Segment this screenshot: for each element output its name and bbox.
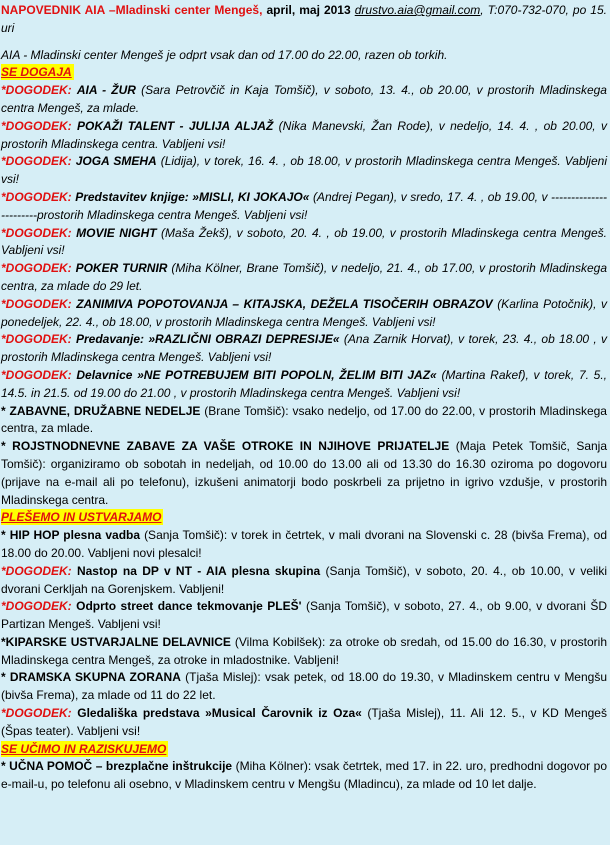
event-title: POKAŽI TALENT - JULIJA ALJAŽ <box>77 118 274 133</box>
header-email-link[interactable]: drustvo.aia@gmail.com <box>354 3 481 17</box>
event-title: * UČNA POMOČ – brezplačne inštrukcije <box>1 759 233 774</box>
event-item <box>1 705 607 741</box>
section-title: PLEŠEMO IN USTVARJAMO <box>1 510 162 525</box>
event-title: POKER TURNIR <box>75 261 168 276</box>
event-item <box>1 438 607 509</box>
event-details: (Tjaša Mislej): vsak petek, od 18.00 do 19.30, v Mladinskem centru v Mengšu (bivša Frema), za mlade od 11 do 22 let. <box>1 670 608 703</box>
header-contact: , T:070-732-070, po 15. uri <box>1 3 607 35</box>
event-title: * ROJSTNODNEVNE ZABAVE ZA VAŠE OTROKE IN NJIHOVE PRIJATELJE <box>1 439 450 454</box>
event-item <box>1 598 607 634</box>
header-org: NAPOVEDNIK AIA –Mladinski center Mengeš, <box>1 3 263 17</box>
event-details: (Brane Tomšič): vsako nedeljo, od 17.00 do 22.00, v prostorih Mladinskega centra, za mlade. <box>1 403 607 436</box>
event-item <box>1 367 607 403</box>
event-prefix: *DOGODEK: <box>1 225 72 240</box>
event-details: (Karlina Potočnik), v ponedeljek, 22. 4., ob 18.00, v prostorih Mladinskega centra Mengeš. Vabljeni vsi! <box>1 296 607 329</box>
section-se-ucimo-in-raziskujemo <box>1 741 607 794</box>
event-list <box>1 527 607 741</box>
event-item <box>1 189 607 225</box>
event-prefix: *DOGODEK: <box>1 599 72 614</box>
section-se-dogaja <box>1 64 607 509</box>
event-title: JOGA SMEHA <box>75 154 157 169</box>
event-title: * ZABAVNE, DRUŽABNE NEDELJE <box>1 403 201 418</box>
event-details: (Maša Žekš), v soboto, 20. 4. , ob 19.00, v prostorih Mladinskega centra Mengeš. Vabljeni vsi! <box>1 225 607 258</box>
event-details: (Lidija), v torek, 16. 4. , ob 18.00, v prostorih Mladinskega centra Mengeš. Vabljeni vsi! <box>1 154 607 187</box>
event-details: (Sara Petrovčič in Kaja Tomšič), v soboto, 13. 4., ob 20.00, v prostorih Mladinskega centra Mengeš, za mlade. <box>1 83 607 115</box>
event-list <box>1 758 607 794</box>
event-details: (Sanja Tomšič), v soboto, 20. 4., ob 10.00, v veliki dvorani Cerkljah na Gorenjskem. Vabljeni! <box>1 563 607 596</box>
event-title: AIA - ŽUR <box>76 83 136 98</box>
event-title: MOVIE NIGHT <box>76 225 157 240</box>
event-item <box>1 634 607 670</box>
event-prefix: *DOGODEK: <box>1 154 72 169</box>
event-list <box>1 82 607 402</box>
event-prefix: *DOGODEK: <box>1 296 72 311</box>
event-item <box>1 260 607 296</box>
event-details: (Maja Petek Tomšič, Sanja Tomšič): organiziramo ob sobotah in nedeljah, od 10.00 do 13.00 ali od 13.30 do 16.30 oziroma po dogovoru (prijave na e-mail ali po telefonu), izkušeni animatorji bodo poskrbeli za prijetno in igrivo vzdušje, v prostorih Mladinskega centra. <box>1 439 608 507</box>
event-title: Gledališka predstava »Musical Čarovnik iz Oza« <box>77 706 362 721</box>
section-title: SE DOGAJA <box>1 65 72 80</box>
event-details: (Miha Kölner, Brane Tomšič), v nedeljo, 21. 4., ob 17.00, v prostorih Mladinskega centra, za mlade do 29 let. <box>1 261 607 293</box>
event-title: * DRAMSKA SKUPNA ZORANA <box>1 670 181 685</box>
event-prefix: *DOGODEK: <box>1 563 72 578</box>
event-item <box>1 758 607 794</box>
event-details: (Vilma Kobilšek): za otroke ob sredah, od 15.00 do 16.30, v prostorih Mladinskega centra Mengeš, za otroke in mladostnike. Vabljeni! <box>1 634 607 667</box>
event-prefix: *DOGODEK: <box>1 706 72 721</box>
event-details: (Miha Kölner): vsak četrtek, med 17. in 22. uro, predhodni dogovor po e-mail-u, po telefonu ali osebno, v Mladinskem centru v Mengšu (Mladincu), za mlade od 10 let dalje. <box>1 759 608 792</box>
event-title: *KIPARSKE USTVARJALNE DELAVNICE <box>1 634 231 649</box>
event-prefix: *DOGODEK: <box>1 261 72 276</box>
event-details: (Andrej Pegan), v sredo, 17. 4. , ob 19.00, v -----------------------prostorih Mladinskega centra Mengeš. Vabljeni vsi! <box>1 189 607 222</box>
event-item <box>1 296 607 332</box>
event-item <box>1 527 607 563</box>
event-prefix: *DOGODEK: <box>1 367 72 382</box>
event-title: ZANIMIVA POPOTOVANJA – KITAJSKA, DEŽELA TISOČERIH OBRAZOV <box>76 296 493 311</box>
section-plesemo-in-ustvarjamo <box>1 509 607 740</box>
event-details: (Tjaša Mislej), 11. Ali 12. 5., v KD Mengeš (Špas teater). Vabljeni vsi! <box>1 706 607 738</box>
header-period: april, maj 2013 <box>266 3 351 17</box>
event-details: (Nika Manevski, Žan Rode), v nedeljo, 14. 4. , ob 20.00, v prostorih Mladinskega centra. Vabljeni vsi! <box>1 118 607 151</box>
event-item <box>1 331 607 367</box>
event-item <box>1 225 607 261</box>
event-item <box>1 82 607 118</box>
intro-text: AIA - Mladinski center Mengeš je odprt vsak dan od 17.00 do 22.00, razen ob torkih. <box>1 47 448 62</box>
event-details: (Sanja Tomšič): v torek in četrtek, v mali dvorani na Slovenski c. 28 (bivša Frema), od 18.00 do 20.00. Vabljeni novi plesalci! <box>1 528 607 560</box>
event-item <box>1 118 607 154</box>
event-item <box>1 153 607 189</box>
event-title: Predstavitev knjige: »MISLI, KI JOKAJO« <box>75 189 310 204</box>
event-details: (Martina Rakef), v torek, 7. 5., 14.5. in 21.5. od 19.00 do 21.00 , v prostorih Mladinskega centra Mengeš. Vabljeni vsi! <box>1 367 608 400</box>
event-title: Predavanje: »RAZLIČNI OBRAZI DEPRESIJE« <box>75 332 340 347</box>
event-details: (Ana Zarnik Horvat), v torek, 23. 4., ob 18.00 , v prostorih Mladinskega centra Mengeš. Vabljeni vsi! <box>1 332 608 365</box>
section-title: SE UČIMO IN RAZISKUJEMO <box>1 741 167 756</box>
event-title: Odprto street dance tekmovanje PLEŠ' <box>76 599 302 614</box>
event-prefix: *DOGODEK: <box>1 118 72 133</box>
event-details: (Sanja Tomšič), v soboto, 27. 4., ob 9.00, v dvorani ŠD Partizan Mengeš. Vabljeni vsi! <box>1 599 607 632</box>
event-item <box>1 563 607 599</box>
event-title: Delavnice »NE POTREBUJEM BITI POPOLN, ŽELIM BITI JAZ« <box>76 367 437 382</box>
event-prefix: *DOGODEK: <box>1 332 72 347</box>
event-title: * HIP HOP plesna vadba <box>1 528 141 543</box>
event-item <box>1 669 607 705</box>
event-prefix: *DOGODEK: <box>1 189 72 204</box>
newsletter-header <box>1 2 607 38</box>
event-prefix: *DOGODEK: <box>1 83 72 98</box>
plain-list <box>1 403 607 510</box>
event-title: Nastop na DP v NT - AIA plesna skupina <box>76 563 321 578</box>
event-item <box>1 403 607 439</box>
